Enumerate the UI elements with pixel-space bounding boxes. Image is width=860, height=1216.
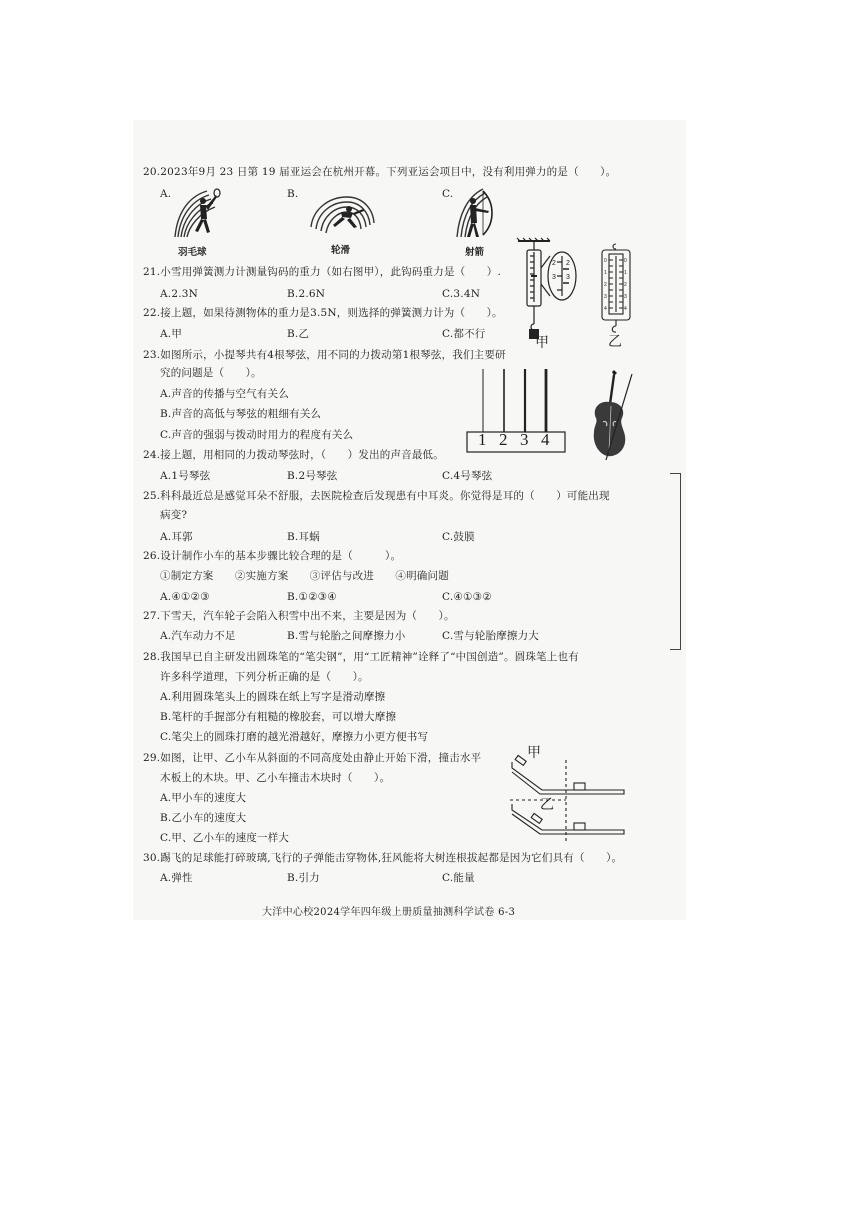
archery-illustration [453, 185, 497, 239]
q20-caption-a: 羽毛球 [178, 247, 207, 258]
q20-option-c: C. [442, 188, 454, 200]
svg-text:2: 2 [552, 260, 556, 267]
q27-option-c: C.雪与轮胎摩擦力大 [442, 630, 539, 642]
q28-option-b: B.笔杆的手握部分有粗糙的橡胶套，可以增大摩擦 [160, 711, 397, 723]
q27-stem: 27.下雪天，汽车轮子会陷入积雪中出不来，主要是因为（ ）。 [143, 610, 455, 622]
ramp-diagram [510, 750, 630, 842]
q23-option-b: B.声音的高低与琴弦的粗细有关么 [160, 408, 322, 420]
q30-option-a: A.弹性 [160, 872, 193, 884]
q23-stem-line1: 23.如图所示，小提琴共有4根琴弦，用不同的力拨动第1根琴弦，我们主要研 [143, 349, 506, 361]
q20-option-a: A. [160, 188, 172, 200]
q28-option-c: C.笔尖上的圆珠打磨的越光滑越好，摩擦力小更方便书写 [160, 731, 429, 743]
badminton-illustration [173, 187, 221, 239]
q25-stem-line2: 病变? [160, 509, 188, 521]
q21-option-c: C.3.4N [442, 288, 481, 300]
svg-text:3: 3 [566, 274, 570, 281]
svg-text:3: 3 [604, 294, 607, 300]
q24-option-c: C.4号琴弦 [442, 470, 493, 482]
svg-text:1: 1 [604, 270, 607, 276]
q26-option-b: B.①②③④ [287, 591, 337, 603]
q29-option-a: A.甲小车的速度大 [160, 792, 247, 804]
svg-text:2: 2 [624, 282, 627, 288]
ramp-label-jia: 甲 [527, 745, 542, 761]
q25-option-c: C.鼓膜 [442, 531, 475, 543]
svg-text:1: 1 [624, 270, 627, 276]
q20-caption-c: 射箭 [465, 247, 485, 258]
q29-stem-line2: 木板上的木块。甲、乙小车撞击木块时（ ）。 [160, 772, 391, 784]
q26-stem: 26.设计制作小车的基本步骤比较合理的是（ ）。 [143, 550, 402, 562]
q27-option-a: A.汽车动力不足 [160, 630, 236, 642]
q24-option-a: A.1号琴弦 [160, 470, 211, 482]
q29-option-b: B.乙小车的速度大 [160, 812, 247, 824]
q23-option-a: A.声音的传播与空气有关么 [160, 388, 290, 400]
string-number-1: 1 [478, 430, 487, 449]
string-number-4: 4 [541, 430, 550, 449]
q26-option-a: A.④①②③ [160, 591, 210, 603]
scale-label-yi: 乙 [608, 334, 623, 350]
q25-option-b: B.耳蜗 [287, 531, 320, 543]
q24-option-b: B.2号琴弦 [287, 470, 338, 482]
roller-skating-illustration [307, 187, 377, 237]
ramp-label-yi: 乙 [540, 797, 555, 813]
q25-option-a: A.耳郭 [160, 531, 193, 543]
q21-stem: 21.小雪用弹簧测力计测量钩码的重力（如右图甲），此钩码重力是（ ）. [143, 266, 501, 278]
q21-option-a: A.2.3N [160, 288, 199, 300]
violin-illustration [586, 370, 636, 462]
svg-text:0: 0 [624, 258, 627, 264]
page-footer: 大洋中心校2024学年四年级上册质量抽测科学试卷 6-3 [262, 907, 516, 918]
spring-scale-jia [510, 238, 590, 350]
q27-option-b: B.雪与轮胎之间摩擦力小 [287, 630, 406, 642]
svg-text:3: 3 [552, 274, 556, 281]
q22-option-a: A.甲 [160, 328, 183, 340]
svg-text:4: 4 [604, 306, 607, 312]
q30-stem: 30.踢飞的足球能打碎玻璃,飞行的子弹能击穿物体,狂风能将大树连根拔起都是因为它们具有（ ）。 [143, 852, 623, 864]
q28-stem-line2: 许多科学道理，下列分析正确的是（ ）。 [160, 671, 369, 683]
q28-option-a: A.利用圆珠笔头上的圆珠在纸上写字是滑动摩擦 [160, 691, 386, 703]
q22-option-c: C.都不行 [442, 328, 486, 340]
svg-text:2: 2 [566, 260, 570, 267]
q23-stem-line2: 究的问题是（ ）。 [160, 367, 262, 379]
q23-option-c: C.声音的强弱与拨动时用力的程度有关么 [160, 429, 354, 441]
q29-option-c: C.甲、乙小车的速度一样大 [160, 832, 290, 844]
q20-caption-b: 轮滑 [331, 245, 351, 256]
q24-stem: 24.接上题，用相同的力拨动琴弦时，（ ）发出的声音最低。 [143, 449, 444, 461]
svg-text:4: 4 [624, 306, 627, 312]
spring-scale-yi [596, 244, 636, 334]
q30-option-b: B.引力 [287, 872, 320, 884]
svg-text:3: 3 [624, 294, 627, 300]
q21-option-b: B.2.6N [287, 288, 326, 300]
margin-bracket [670, 473, 681, 650]
string-number-2: 2 [499, 430, 508, 449]
q28-stem-line1: 28.我国早已自主研发出圆珠笔的“笔尖钢”，用“工匠精神”诠释了“中国创造”。圆珠笔上也有 [143, 651, 579, 663]
q20-stem: 20.2023年9月 23 日第 19 届亚运会在杭州开幕。下列亚运会项目中，没有利用弹力的是（ ）。 [143, 166, 617, 178]
q29-stem-line1: 29.如图，让甲、乙小车从斜面的不同高度处由静止开始下滑，撞击水平 [143, 752, 482, 764]
q26-option-c: C.④①③② [442, 591, 492, 603]
q22-option-b: B.乙 [287, 328, 310, 340]
svg-text:0: 0 [604, 258, 607, 264]
q25-stem-line1: 25.科科最近总是感觉耳朵不舒服，去医院检查后发现患有中耳炎。你觉得是耳的（ ）可能出现 [143, 490, 610, 502]
q22-stem: 22.接上题，如果待测物体的重力是3.5N，则选择的弹簧测力计为（ ）。 [143, 307, 503, 319]
q20-option-b: B. [287, 188, 299, 200]
scale-label-jia: 甲 [535, 335, 550, 351]
svg-text:2: 2 [604, 282, 607, 288]
q30-option-c: C.能量 [442, 872, 475, 884]
q26-steps: ①制定方案 ②实施方案 ③评估与改进 ④明确问题 [160, 570, 449, 582]
string-number-3: 3 [520, 430, 529, 449]
